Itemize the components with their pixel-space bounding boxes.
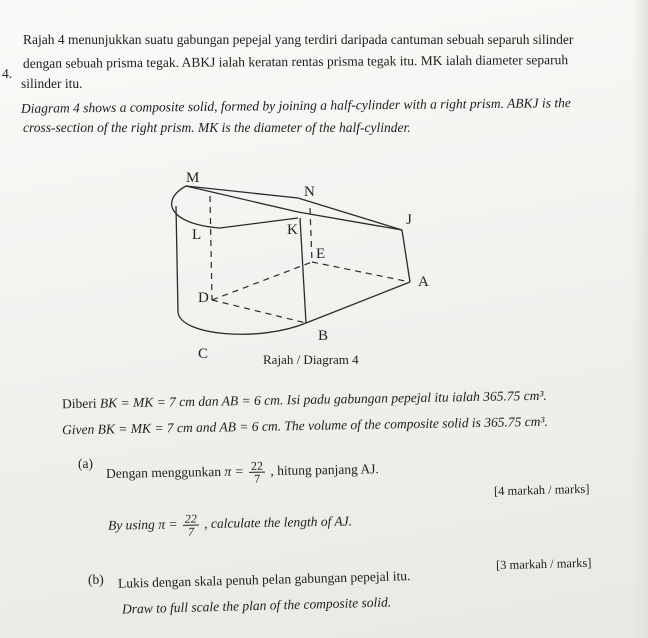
bottom-arc: [178, 312, 306, 334]
fraction-numerator: 22: [250, 458, 264, 473]
edge-JA: [402, 230, 410, 282]
malay-intro-line-1: Rajah 4 menunjukkan suatu gabungan pepejal yang terdiri daripada cantuman sebuah separuh silinder: [23, 32, 574, 47]
hidden-edge-D-B: [212, 300, 306, 323]
label-L: L: [192, 227, 202, 243]
label-E: E: [316, 246, 326, 262]
label-J: J: [406, 212, 412, 228]
part-a-english-before: By using: [107, 516, 155, 533]
label-B: B: [318, 328, 329, 344]
part-a-english-after: , calculate the length of AJ.: [204, 513, 353, 532]
part-a-marks: [4 markah / marks]: [493, 481, 590, 499]
label-D: D: [198, 290, 209, 306]
fraction-denominator: 7: [254, 471, 261, 486]
malay-intro-line-2: dengan sebuah prisma tegak. ABKJ ialah keratan rentas prisma tegak itu. MK ialah diameter separuh: [22, 52, 569, 71]
given-english-expression: BK = MK = 7 cm and AB = 6 cm. The volume of the composite solid is 365.75 cm³.: [97, 413, 549, 437]
part-a-english-pi: π =: [158, 516, 178, 532]
part-b-malay: Lukis dengan skala penuh pelan gabungan pepejal itu.: [117, 568, 411, 591]
question-number: 4.: [2, 66, 13, 81]
edge-NJ: [298, 198, 402, 230]
edge-KB: [300, 218, 306, 323]
label-C: C: [198, 346, 209, 362]
part-a-english-fraction: [183, 513, 199, 538]
part-a-malay: [106, 458, 379, 488]
label-K: K: [287, 222, 298, 238]
english-intro-line-1: Diagram 4 shows a composite solid, formed by joining a half-cylinder with a right prism. ABKJ is the: [20, 95, 571, 116]
part-b-marks: [3 markah / marks]: [495, 555, 592, 573]
label-M: M: [186, 170, 200, 186]
english-intro-line-2: cross-section of the right prism. MK is the diameter of the half-cylinder.: [23, 120, 411, 135]
fraction-numerator: 22: [184, 511, 197, 526]
edge-MN: [186, 186, 298, 198]
given-english-prefix: Given: [61, 421, 95, 438]
edge-BA: [306, 282, 410, 323]
part-b-label: (b): [88, 572, 104, 587]
hidden-edge-D-E: [212, 262, 312, 300]
part-a-label: (a): [78, 456, 93, 471]
part-a-english: [108, 510, 352, 539]
part-a-malay-fraction: [249, 460, 265, 485]
fraction-denominator: 7: [187, 524, 195, 539]
malay-intro-line-3: silinder itu.: [21, 76, 83, 91]
hidden-edge-E-A: [312, 262, 410, 282]
label-N: N: [304, 184, 315, 200]
part-a-malay-after: , hitung panjang AJ.: [270, 461, 379, 479]
edge-KJ: [298, 212, 402, 230]
hidden-edge-M-D: [210, 196, 212, 300]
part-a-malay-pi: π =: [224, 463, 244, 479]
part-b-english: Draw to full scale the plan of the composite solid.: [121, 594, 392, 617]
given-malay-expression: BK = MK = 7 cm dan AB = 6 cm. Isi padu gabungan pepejal itu ialah 365.75 cm³.: [99, 387, 547, 411]
edge-left-silhouette: [176, 206, 178, 312]
top-diameter-edge: [186, 186, 298, 212]
part-a-malay-before: Dengan menggunkan: [105, 463, 222, 481]
given-malay-prefix: Diberi: [61, 395, 97, 412]
hidden-edge-N-E: [310, 208, 312, 262]
label-A: A: [418, 274, 429, 290]
page-right-shadow: [632, 0, 648, 638]
diagram-caption: Rajah / Diagram 4: [263, 352, 359, 367]
